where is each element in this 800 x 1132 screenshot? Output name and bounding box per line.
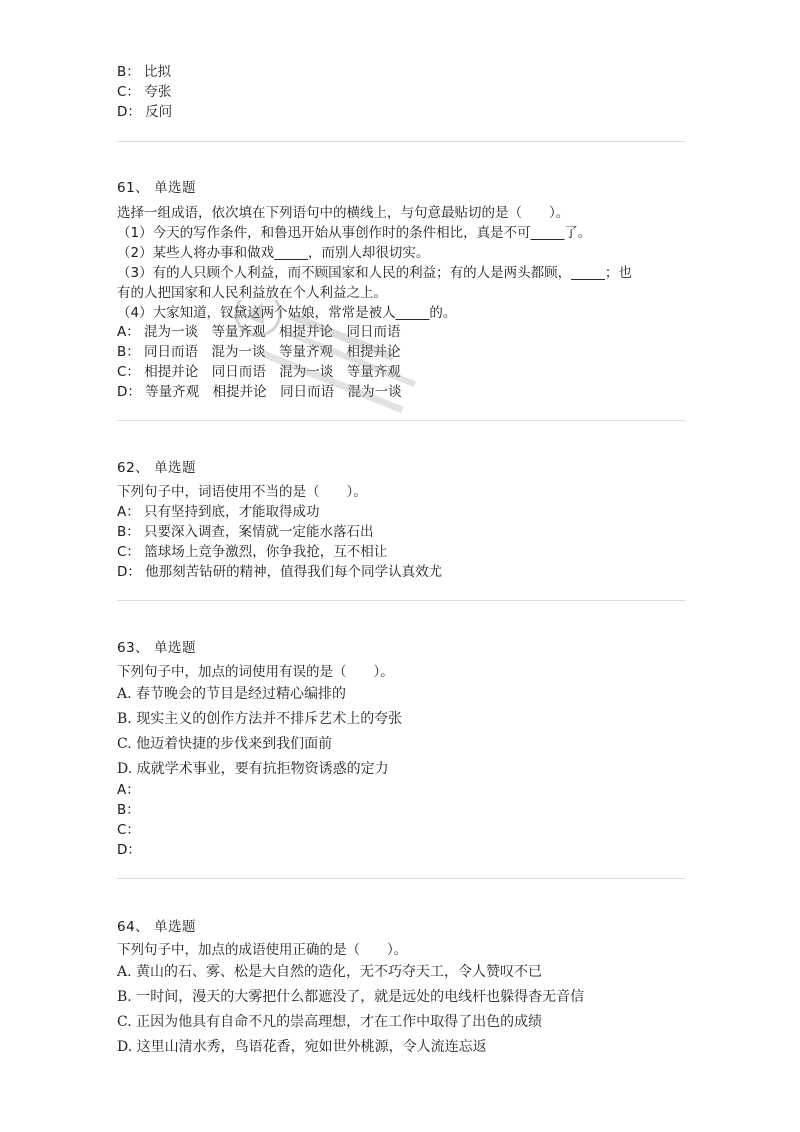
- question-61-stem: （1）今天的写作条件，和鲁迅开始从事创作时的条件相比，真是不可_____了。: [117, 225, 592, 241]
- option-b[interactable]: B： 比拟: [117, 64, 172, 80]
- question-62-option-c[interactable]: C： 篮球场上竞争激烈，你争我抢，互不相让: [117, 544, 388, 560]
- question-63-scanned-choice: D. 成就学术事业，要有抗拒物资诱惑的定力: [117, 761, 389, 777]
- divider: [117, 878, 685, 879]
- question-64-scanned-choice: D. 这里山清水秀，鸟语花香，宛如世外桃源，令人流连忘返: [117, 1039, 487, 1055]
- question-62-stem: 下列句子中，词语使用不当的是（ ）。: [117, 484, 367, 500]
- question-64-scanned-choice: B. 一时间，漫天的大雾把什么都遮没了，就是远处的电线杆也躲得杳无音信: [117, 989, 585, 1005]
- question-61-option-b[interactable]: B： 同日而语 混为一谈 等量齐观 相提并论: [117, 344, 401, 360]
- divider: [117, 600, 685, 601]
- question-63-option-b[interactable]: B：: [117, 802, 140, 818]
- question-61-option-c[interactable]: C： 相提并论 同日而语 混为一谈 等量齐观: [117, 364, 401, 380]
- divider: [117, 141, 685, 142]
- question-63-scanned-choice: B. 现实主义的创作方法并不排斥艺术上的夸张: [117, 711, 403, 727]
- question-64-scanned-choice: A. 黄山的石、雾、松是大自然的造化，无不巧夺天工，令人赞叹不已: [117, 964, 543, 980]
- question-61-header: 61、 单选题: [117, 180, 196, 196]
- question-64-scanned-choice: C. 正因为他具有自命不凡的崇高理想，才在工作中取得了出色的成绩: [117, 1014, 543, 1030]
- question-64-header: 64、 单选题: [117, 919, 196, 935]
- question-64-stem: 下列句子中，加点的成语使用正确的是（ ）。: [117, 942, 408, 958]
- divider: [117, 420, 685, 421]
- question-61-stem: （3）有的人只顾个人利益，而不顾国家和人民的利益；有的人是两头都顾，_____；也: [117, 265, 632, 281]
- question-62-option-a[interactable]: A： 只有坚持到底，才能取得成功: [117, 504, 320, 520]
- question-63-scanned-choice: C. 他迈着快捷的步伐来到我们面前: [117, 736, 333, 752]
- question-63-option-d[interactable]: D：: [117, 842, 141, 858]
- option-d[interactable]: D： 反问: [117, 104, 173, 120]
- question-63-option-a[interactable]: A：: [117, 782, 140, 798]
- question-62-option-b[interactable]: B： 只要深入调查，案情就一定能水落石出: [117, 524, 374, 540]
- question-61-stem: 有的人把国家和人民利益放在个人利益之上。: [117, 285, 387, 301]
- option-c[interactable]: C： 夸张: [117, 84, 172, 100]
- question-61-stem: （2）某些人将办事和做戏_____，而别人却很切实。: [117, 245, 430, 261]
- question-62-header: 62、 单选题: [117, 460, 196, 476]
- question-63-scanned-choice: A. 春节晚会的节目是经过精心编排的: [117, 686, 347, 702]
- question-61-option-a[interactable]: A： 混为一谈 等量齐观 相提并论 同日而语: [117, 324, 401, 340]
- question-63-header: 63、 单选题: [117, 640, 196, 656]
- question-61-option-d[interactable]: D： 等量齐观 相提并论 同日而语 混为一谈: [117, 384, 402, 400]
- question-63-stem: 下列句子中，加点的词使用有误的是（ ）。: [117, 664, 394, 680]
- question-61-stem: （4）大家知道，钗黛这两个姑娘，常常是被人_____的。: [117, 305, 457, 321]
- question-61-stem: 选择一组成语，依次填在下列语句中的横线上，与句意最贴切的是（ ）。: [117, 205, 570, 221]
- question-62-option-d[interactable]: D： 他那刻苦钻研的精神，值得我们每个同学认真效尤: [117, 564, 443, 580]
- question-63-option-c[interactable]: C：: [117, 822, 140, 838]
